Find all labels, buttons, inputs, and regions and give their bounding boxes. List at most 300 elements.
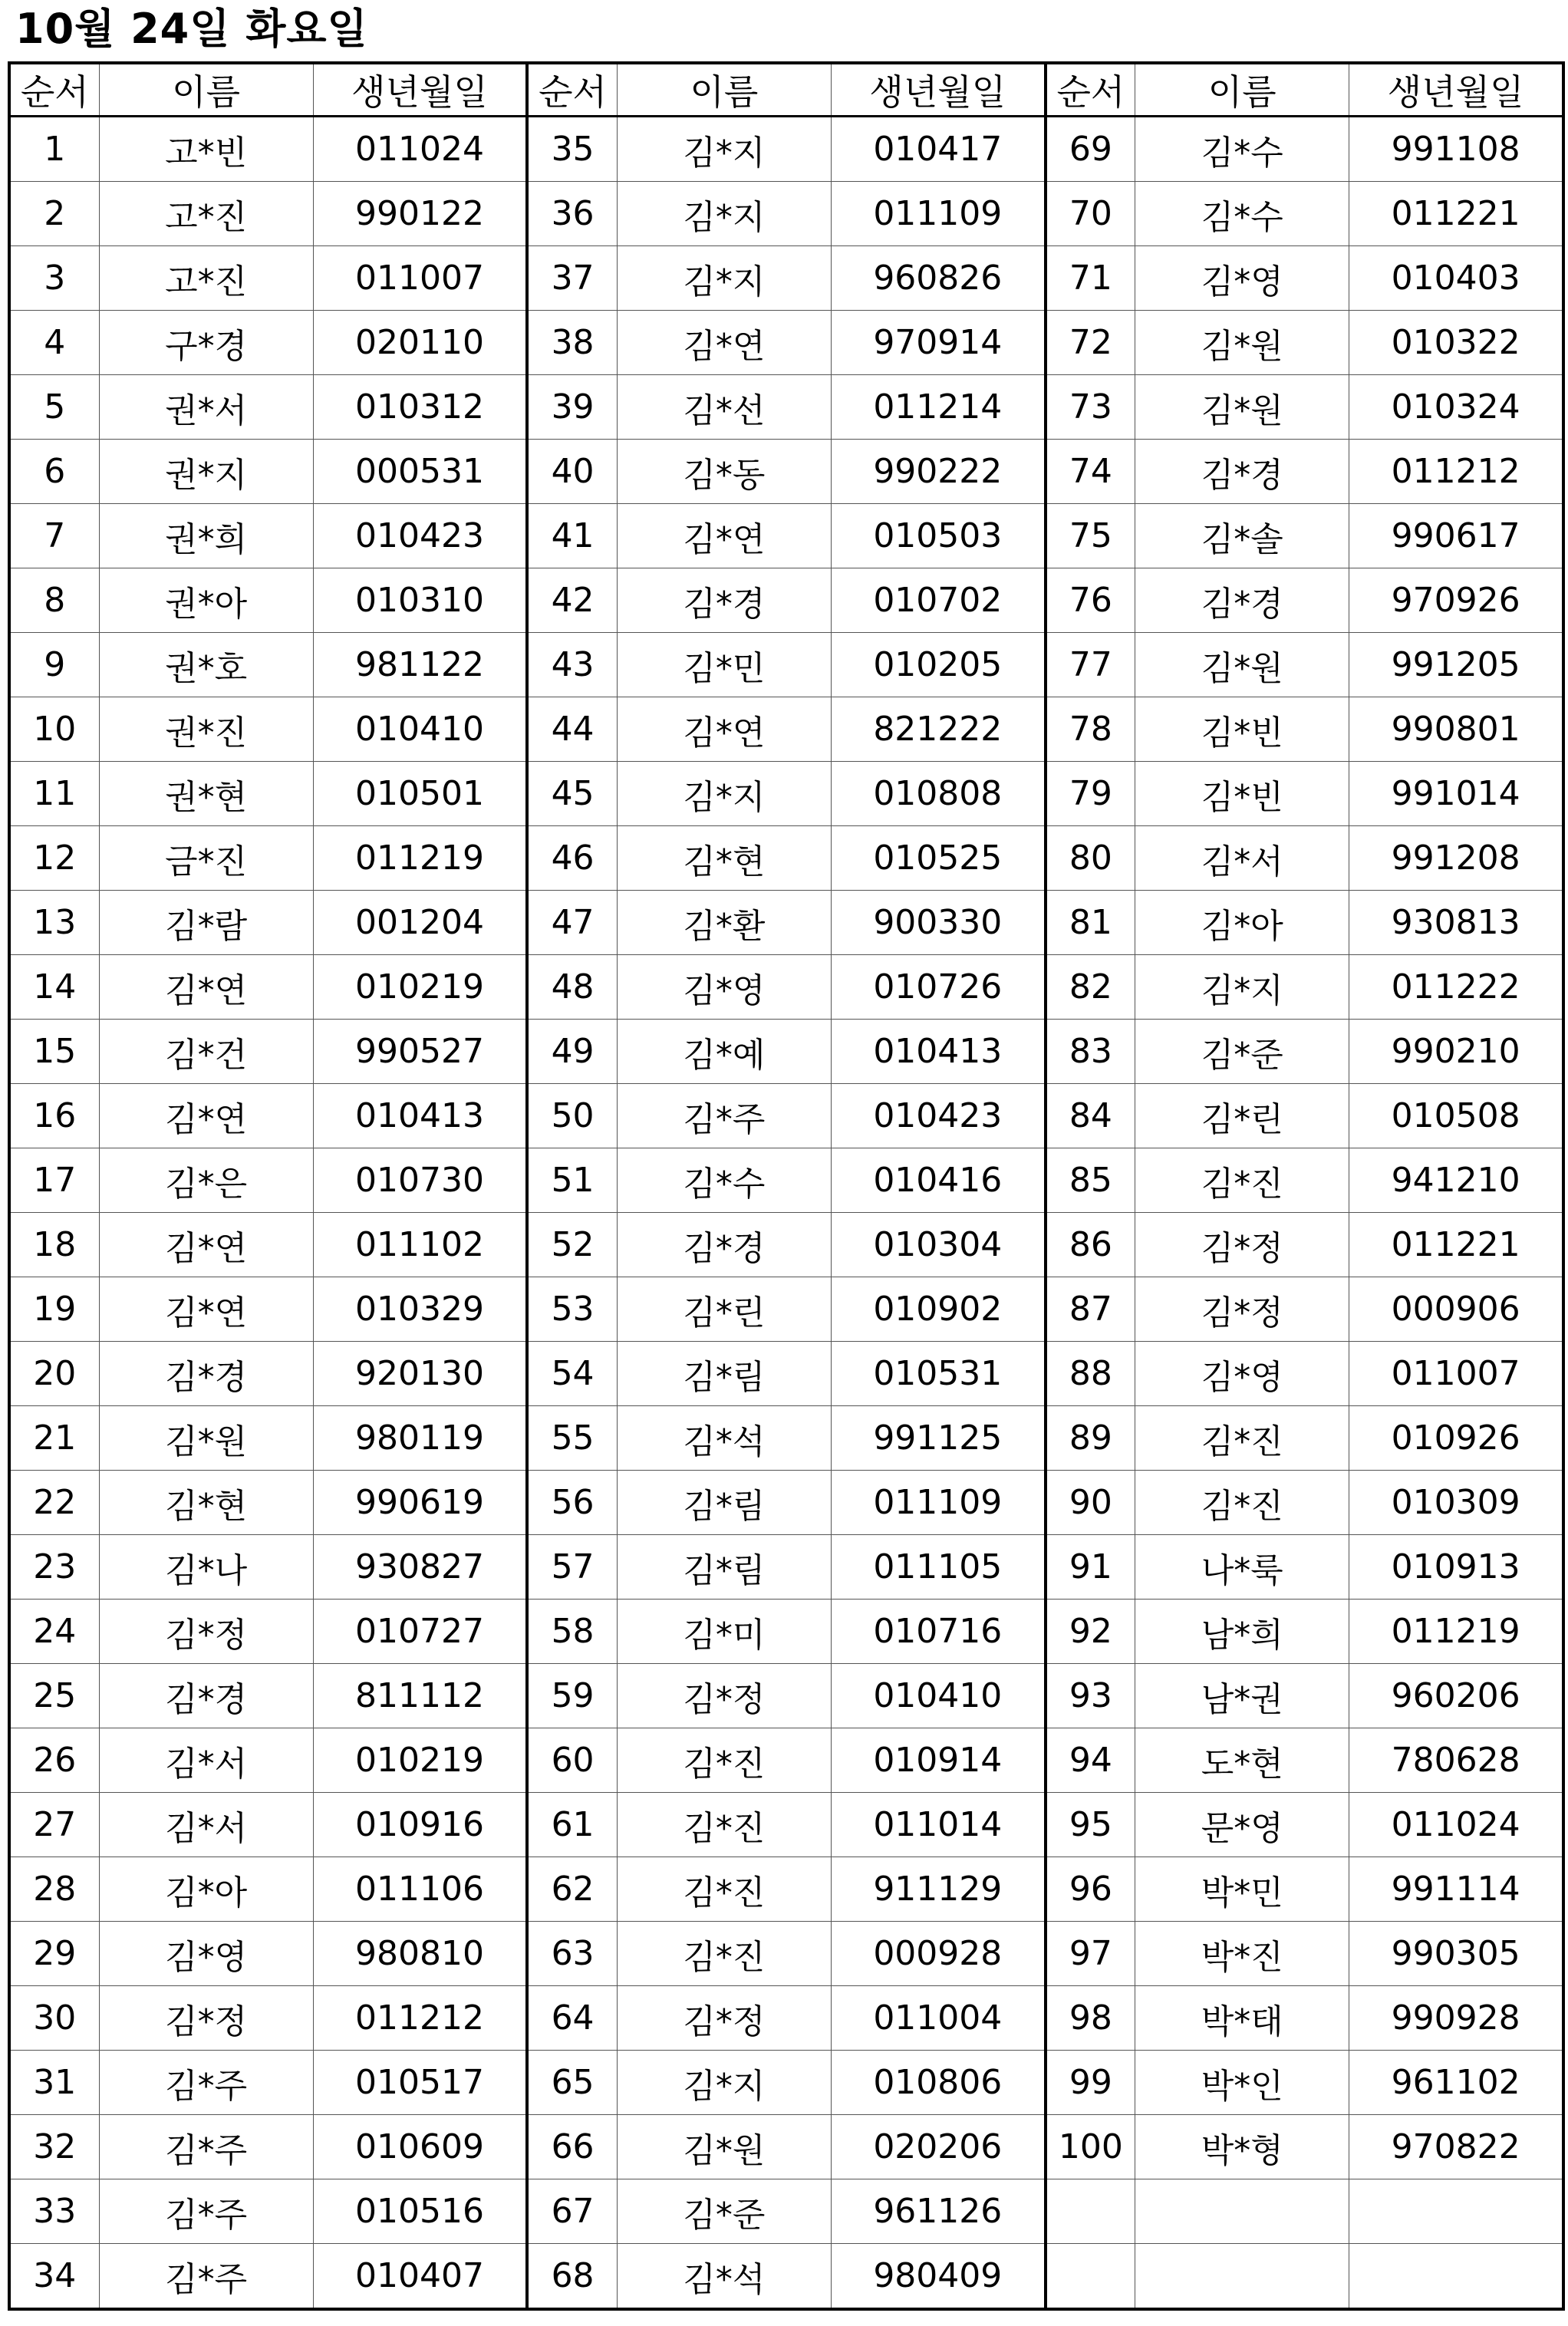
name-cell: 나*룩 xyxy=(1135,1535,1349,1600)
name-cell: 김*원 xyxy=(617,2115,831,2179)
birthdate-cell: 010508 xyxy=(1349,1084,1563,1148)
table-row xyxy=(9,891,1563,955)
table-row xyxy=(9,1664,1563,1728)
name-cell: 김*환 xyxy=(617,891,831,955)
order-cell: 80 xyxy=(1046,826,1135,891)
name-cell: 김*림 xyxy=(617,1342,831,1406)
birthdate-cell: 980119 xyxy=(313,1406,527,1471)
table-row xyxy=(9,826,1563,891)
order-cell: 12 xyxy=(9,826,99,891)
birthdate-cell: 011004 xyxy=(831,1986,1045,2051)
order-cell: 75 xyxy=(1046,504,1135,568)
birthdate-cell: 011109 xyxy=(831,182,1045,246)
birthdate-cell: 000531 xyxy=(313,440,527,504)
table-row xyxy=(9,504,1563,568)
birthdate-cell: 010322 xyxy=(1349,311,1563,375)
order-cell: 85 xyxy=(1046,1148,1135,1213)
order-cell: 67 xyxy=(527,2179,617,2244)
order-cell: 24 xyxy=(9,1600,99,1664)
name-cell: 김*정 xyxy=(1135,1277,1349,1342)
table-row xyxy=(9,633,1563,697)
order-cell: 2 xyxy=(9,182,99,246)
order-cell: 1 xyxy=(9,117,99,182)
name-cell: 김*경 xyxy=(1135,440,1349,504)
name-cell: 김*원 xyxy=(99,1406,313,1471)
table-row xyxy=(9,311,1563,375)
name-cell: 김*원 xyxy=(1135,375,1349,440)
table-row xyxy=(9,1213,1563,1277)
name-cell: 김*연 xyxy=(99,1084,313,1148)
name-cell: 김*린 xyxy=(1135,1084,1349,1148)
name-cell: 김*지 xyxy=(617,762,831,826)
name-cell: 권*지 xyxy=(99,440,313,504)
birthdate-cell: 911129 xyxy=(831,1857,1045,1922)
birthdate-cell: 010219 xyxy=(313,955,527,1020)
name-cell: 김*원 xyxy=(1135,311,1349,375)
name-cell: 김*서 xyxy=(1135,826,1349,891)
name-cell: 김*림 xyxy=(617,1471,831,1535)
table-row xyxy=(9,440,1563,504)
name-cell: 김*빈 xyxy=(1135,762,1349,826)
name-cell: 남*희 xyxy=(1135,1600,1349,1664)
order-cell: 22 xyxy=(9,1471,99,1535)
birthdate-cell: 010329 xyxy=(313,1277,527,1342)
name-cell: 김*예 xyxy=(617,1020,831,1084)
order-cell: 77 xyxy=(1046,633,1135,697)
table-row xyxy=(9,762,1563,826)
column-header-order: 순서 xyxy=(9,63,99,117)
order-cell: 32 xyxy=(9,2115,99,2179)
name-cell: 김*연 xyxy=(99,1213,313,1277)
birthdate-cell: 000928 xyxy=(831,1922,1045,1986)
table-row xyxy=(9,117,1563,182)
birthdate-cell: 991208 xyxy=(1349,826,1563,891)
order-cell: 79 xyxy=(1046,762,1135,826)
table-row xyxy=(9,2051,1563,2115)
birthdate-cell: 011222 xyxy=(1349,955,1563,1020)
birthdate-cell: 980409 xyxy=(831,2244,1045,2310)
birthdate-cell: 011219 xyxy=(1349,1600,1563,1664)
order-cell: 84 xyxy=(1046,1084,1135,1148)
table-row xyxy=(9,1406,1563,1471)
name-cell: 김*준 xyxy=(617,2179,831,2244)
birthdate-cell: 010423 xyxy=(831,1084,1045,1148)
name-cell: 고*진 xyxy=(99,246,313,311)
birthdate-cell: 930813 xyxy=(1349,891,1563,955)
name-cell: 김*린 xyxy=(617,1277,831,1342)
birthdate-cell: 010517 xyxy=(313,2051,527,2115)
order-cell: 86 xyxy=(1046,1213,1135,1277)
name-cell: 금*진 xyxy=(99,826,313,891)
birthdate-cell: 990122 xyxy=(313,182,527,246)
roster-table xyxy=(8,61,1565,2311)
order-cell: 42 xyxy=(527,568,617,633)
name-cell: 김*지 xyxy=(617,246,831,311)
birthdate-cell: 010219 xyxy=(313,1728,527,1793)
name-cell: 김*진 xyxy=(1135,1406,1349,1471)
birthdate-cell: 010304 xyxy=(831,1213,1045,1277)
order-cell: 73 xyxy=(1046,375,1135,440)
order-cell: 74 xyxy=(1046,440,1135,504)
order-cell: 18 xyxy=(9,1213,99,1277)
name-cell: 김*민 xyxy=(617,633,831,697)
name-cell: 김*진 xyxy=(1135,1148,1349,1213)
order-cell: 52 xyxy=(527,1213,617,1277)
name-cell: 김*주 xyxy=(99,2244,313,2310)
column-header-order: 순서 xyxy=(527,63,617,117)
birthdate-cell: 990928 xyxy=(1349,1986,1563,2051)
name-cell: 김*주 xyxy=(617,1084,831,1148)
table-row xyxy=(9,1148,1563,1213)
order-cell: 51 xyxy=(527,1148,617,1213)
order-cell: 4 xyxy=(9,311,99,375)
order-cell: 81 xyxy=(1046,891,1135,955)
table-row xyxy=(9,2115,1563,2179)
birthdate-cell: 010531 xyxy=(831,1342,1045,1406)
birthdate-cell: 020110 xyxy=(313,311,527,375)
name-cell: 김*서 xyxy=(99,1793,313,1857)
name-cell: 김*연 xyxy=(617,504,831,568)
name-cell: 김*빈 xyxy=(1135,697,1349,762)
name-cell: 박*태 xyxy=(1135,1986,1349,2051)
birthdate-cell: 011024 xyxy=(1349,1793,1563,1857)
name-cell: 김*준 xyxy=(1135,1020,1349,1084)
birthdate-cell: 941210 xyxy=(1349,1148,1563,1213)
name-cell: 김*연 xyxy=(99,955,313,1020)
birthdate-cell: 011106 xyxy=(313,1857,527,1922)
name-cell: 권*서 xyxy=(99,375,313,440)
order-cell: 64 xyxy=(527,1986,617,2051)
birthdate-cell: 010413 xyxy=(313,1084,527,1148)
order-cell: 27 xyxy=(9,1793,99,1857)
name-cell: 김*경 xyxy=(99,1664,313,1728)
column-header-birthdate: 생년월일 xyxy=(831,63,1045,117)
birthdate-cell: 011221 xyxy=(1349,1213,1563,1277)
birthdate-cell: 010730 xyxy=(313,1148,527,1213)
name-cell: 김*지 xyxy=(617,117,831,182)
order-cell: 92 xyxy=(1046,1600,1135,1664)
birthdate-cell: 011212 xyxy=(313,1986,527,2051)
order-cell: 83 xyxy=(1046,1020,1135,1084)
name-cell: 김*진 xyxy=(617,1857,831,1922)
order-cell: 89 xyxy=(1046,1406,1135,1471)
name-cell: 김*석 xyxy=(617,2244,831,2310)
birthdate-cell: 011221 xyxy=(1349,182,1563,246)
order-cell: 43 xyxy=(527,633,617,697)
birthdate-cell: 011219 xyxy=(313,826,527,891)
column-header-birthdate: 생년월일 xyxy=(1349,63,1563,117)
order-cell: 3 xyxy=(9,246,99,311)
birthdate-cell: 981122 xyxy=(313,633,527,697)
order-cell: 10 xyxy=(9,697,99,762)
birthdate-cell: 961126 xyxy=(831,2179,1045,2244)
birthdate-cell: 010525 xyxy=(831,826,1045,891)
order-cell: 70 xyxy=(1046,182,1135,246)
birthdate-cell: 010410 xyxy=(831,1664,1045,1728)
name-cell: 김*정 xyxy=(617,1664,831,1728)
birthdate-cell: 010410 xyxy=(313,697,527,762)
birthdate-cell: 010914 xyxy=(831,1728,1045,1793)
birthdate-cell: 811112 xyxy=(313,1664,527,1728)
order-cell: 66 xyxy=(527,2115,617,2179)
column-header-birthdate: 생년월일 xyxy=(313,63,527,117)
birthdate-cell: 970822 xyxy=(1349,2115,1563,2179)
name-cell: 김*영 xyxy=(617,955,831,1020)
order-cell: 31 xyxy=(9,2051,99,2115)
order-cell: 53 xyxy=(527,1277,617,1342)
table-row xyxy=(9,2244,1563,2310)
order-cell: 61 xyxy=(527,1793,617,1857)
order-cell: 40 xyxy=(527,440,617,504)
table-row xyxy=(9,1535,1563,1600)
name-cell: 김*영 xyxy=(99,1922,313,1986)
name-cell: 김*아 xyxy=(1135,891,1349,955)
order-cell: 33 xyxy=(9,2179,99,2244)
order-cell: 59 xyxy=(527,1664,617,1728)
table-row xyxy=(9,2179,1563,2244)
order-cell: 87 xyxy=(1046,1277,1135,1342)
name-cell: 김*경 xyxy=(99,1342,313,1406)
order-cell: 5 xyxy=(9,375,99,440)
order-cell: 6 xyxy=(9,440,99,504)
birthdate-cell: 960206 xyxy=(1349,1664,1563,1728)
birthdate-cell: 010609 xyxy=(313,2115,527,2179)
order-cell: 91 xyxy=(1046,1535,1135,1600)
order-cell: 9 xyxy=(9,633,99,697)
name-cell: 문*영 xyxy=(1135,1793,1349,1857)
name-cell: 김*경 xyxy=(617,1213,831,1277)
order-cell: 97 xyxy=(1046,1922,1135,1986)
birthdate-cell: 970914 xyxy=(831,311,1045,375)
birthdate-cell: 990527 xyxy=(313,1020,527,1084)
name-cell: 김*진 xyxy=(617,1728,831,1793)
table-row xyxy=(9,1084,1563,1148)
order-cell: 21 xyxy=(9,1406,99,1471)
name-cell: 남*권 xyxy=(1135,1664,1349,1728)
name-cell: 김*정 xyxy=(1135,1213,1349,1277)
birthdate-cell: 930827 xyxy=(313,1535,527,1600)
name-cell: 박*진 xyxy=(1135,1922,1349,1986)
birthdate-cell: 900330 xyxy=(831,891,1045,955)
table-row xyxy=(9,1600,1563,1664)
birthdate-cell: 961102 xyxy=(1349,2051,1563,2115)
name-cell: 박*형 xyxy=(1135,2115,1349,2179)
table-row xyxy=(9,568,1563,633)
birthdate-cell: 991205 xyxy=(1349,633,1563,697)
order-cell: 13 xyxy=(9,891,99,955)
name-cell: 김*수 xyxy=(1135,117,1349,182)
name-cell: 권*진 xyxy=(99,697,313,762)
order-cell: 48 xyxy=(527,955,617,1020)
order-cell xyxy=(1046,2179,1135,2244)
order-cell: 49 xyxy=(527,1020,617,1084)
order-cell: 90 xyxy=(1046,1471,1135,1535)
birthdate-cell: 010324 xyxy=(1349,375,1563,440)
birthdate-cell: 010312 xyxy=(313,375,527,440)
name-cell: 김*진 xyxy=(617,1793,831,1857)
order-cell: 65 xyxy=(527,2051,617,2115)
name-cell: 도*현 xyxy=(1135,1728,1349,1793)
name-cell: 김*건 xyxy=(99,1020,313,1084)
birthdate-cell: 780628 xyxy=(1349,1728,1563,1793)
order-cell: 93 xyxy=(1046,1664,1135,1728)
birthdate-cell: 920130 xyxy=(313,1342,527,1406)
name-cell: 박*인 xyxy=(1135,2051,1349,2115)
birthdate-cell: 010902 xyxy=(831,1277,1045,1342)
name-cell: 김*연 xyxy=(617,311,831,375)
table-row xyxy=(9,1793,1563,1857)
order-cell: 72 xyxy=(1046,311,1135,375)
name-cell: 고*진 xyxy=(99,182,313,246)
name-cell: 김*영 xyxy=(1135,1342,1349,1406)
name-cell: 김*수 xyxy=(617,1148,831,1213)
table-row xyxy=(9,1277,1563,1342)
order-cell: 45 xyxy=(527,762,617,826)
order-cell: 8 xyxy=(9,568,99,633)
order-cell: 26 xyxy=(9,1728,99,1793)
order-cell: 88 xyxy=(1046,1342,1135,1406)
birthdate-cell: 010916 xyxy=(313,1793,527,1857)
order-cell: 82 xyxy=(1046,955,1135,1020)
name-cell: 김*현 xyxy=(617,826,831,891)
header-row xyxy=(9,63,1563,117)
birthdate-cell: 000906 xyxy=(1349,1277,1563,1342)
name-cell: 김*동 xyxy=(617,440,831,504)
birthdate-cell: 010416 xyxy=(831,1148,1045,1213)
order-cell: 94 xyxy=(1046,1728,1135,1793)
order-cell: 39 xyxy=(527,375,617,440)
name-cell: 김*경 xyxy=(1135,568,1349,633)
name-cell xyxy=(1135,2179,1349,2244)
page-title: 10월 24일 화요일 xyxy=(15,5,368,53)
order-cell: 95 xyxy=(1046,1793,1135,1857)
order-cell: 14 xyxy=(9,955,99,1020)
table-row xyxy=(9,1922,1563,1986)
order-cell: 16 xyxy=(9,1084,99,1148)
column-header-name: 이름 xyxy=(617,63,831,117)
name-cell: 김*정 xyxy=(99,1600,313,1664)
name-cell: 김*진 xyxy=(1135,1471,1349,1535)
order-cell: 78 xyxy=(1046,697,1135,762)
order-cell: 41 xyxy=(527,504,617,568)
order-cell: 71 xyxy=(1046,246,1135,311)
birthdate-cell: 990801 xyxy=(1349,697,1563,762)
birthdate-cell: 010403 xyxy=(1349,246,1563,311)
name-cell: 김*원 xyxy=(1135,633,1349,697)
birthdate-cell: 011214 xyxy=(831,375,1045,440)
name-cell: 김*연 xyxy=(617,697,831,762)
table-row xyxy=(9,697,1563,762)
order-cell: 63 xyxy=(527,1922,617,1986)
birthdate-cell: 010501 xyxy=(313,762,527,826)
order-cell: 28 xyxy=(9,1857,99,1922)
order-cell: 30 xyxy=(9,1986,99,2051)
order-cell: 76 xyxy=(1046,568,1135,633)
birthdate-cell: 980810 xyxy=(313,1922,527,1986)
table-row xyxy=(9,1986,1563,2051)
order-cell: 11 xyxy=(9,762,99,826)
birthdate-cell: 991014 xyxy=(1349,762,1563,826)
name-cell: 권*현 xyxy=(99,762,313,826)
name-cell: 김*선 xyxy=(617,375,831,440)
birthdate-cell: 011007 xyxy=(313,246,527,311)
order-cell: 58 xyxy=(527,1600,617,1664)
order-cell: 55 xyxy=(527,1406,617,1471)
birthdate-cell: 991108 xyxy=(1349,117,1563,182)
name-cell: 김*지 xyxy=(617,182,831,246)
birthdate-cell: 990222 xyxy=(831,440,1045,504)
birthdate-cell: 011024 xyxy=(313,117,527,182)
birthdate-cell: 011102 xyxy=(313,1213,527,1277)
column-header-order: 순서 xyxy=(1046,63,1135,117)
order-cell: 69 xyxy=(1046,117,1135,182)
birthdate-cell: 991125 xyxy=(831,1406,1045,1471)
name-cell: 김*람 xyxy=(99,891,313,955)
order-cell: 7 xyxy=(9,504,99,568)
birthdate-cell: 011109 xyxy=(831,1471,1045,1535)
order-cell: 60 xyxy=(527,1728,617,1793)
order-cell: 46 xyxy=(527,826,617,891)
order-cell: 62 xyxy=(527,1857,617,1922)
birthdate-cell: 990617 xyxy=(1349,504,1563,568)
birthdate-cell: 011105 xyxy=(831,1535,1045,1600)
order-cell: 57 xyxy=(527,1535,617,1600)
birthdate-cell: 991114 xyxy=(1349,1857,1563,1922)
birthdate-cell: 010309 xyxy=(1349,1471,1563,1535)
birthdate-cell: 010716 xyxy=(831,1600,1045,1664)
roster-body xyxy=(9,117,1563,2310)
order-cell: 68 xyxy=(527,2244,617,2310)
name-cell xyxy=(1135,2244,1349,2310)
birthdate-cell: 010702 xyxy=(831,568,1045,633)
birthdate-cell: 990619 xyxy=(313,1471,527,1535)
name-cell: 권*희 xyxy=(99,504,313,568)
birthdate-cell: 010726 xyxy=(831,955,1045,1020)
name-cell: 김*나 xyxy=(99,1535,313,1600)
order-cell: 54 xyxy=(527,1342,617,1406)
order-cell: 37 xyxy=(527,246,617,311)
birthdate-cell: 010407 xyxy=(313,2244,527,2310)
order-cell: 98 xyxy=(1046,1986,1135,2051)
column-header-name: 이름 xyxy=(99,63,313,117)
birthdate-cell xyxy=(1349,2244,1563,2310)
name-cell: 권*호 xyxy=(99,633,313,697)
birthdate-cell: 010727 xyxy=(313,1600,527,1664)
table-row xyxy=(9,1728,1563,1793)
birthdate-cell: 001204 xyxy=(313,891,527,955)
table-row xyxy=(9,246,1563,311)
name-cell: 김*아 xyxy=(99,1857,313,1922)
name-cell: 김*은 xyxy=(99,1148,313,1213)
name-cell: 김*연 xyxy=(99,1277,313,1342)
birthdate-cell: 010913 xyxy=(1349,1535,1563,1600)
order-cell: 34 xyxy=(9,2244,99,2310)
order-cell: 19 xyxy=(9,1277,99,1342)
birthdate-cell: 010806 xyxy=(831,2051,1045,2115)
name-cell: 김*지 xyxy=(617,2051,831,2115)
order-cell: 36 xyxy=(527,182,617,246)
table-row xyxy=(9,1857,1563,1922)
birthdate-cell: 010417 xyxy=(831,117,1045,182)
name-cell: 고*빈 xyxy=(99,117,313,182)
order-cell: 47 xyxy=(527,891,617,955)
table-row xyxy=(9,375,1563,440)
name-cell: 김*서 xyxy=(99,1728,313,1793)
birthdate-cell xyxy=(1349,2179,1563,2244)
order-cell: 50 xyxy=(527,1084,617,1148)
order-cell: 96 xyxy=(1046,1857,1135,1922)
name-cell: 김*수 xyxy=(1135,182,1349,246)
